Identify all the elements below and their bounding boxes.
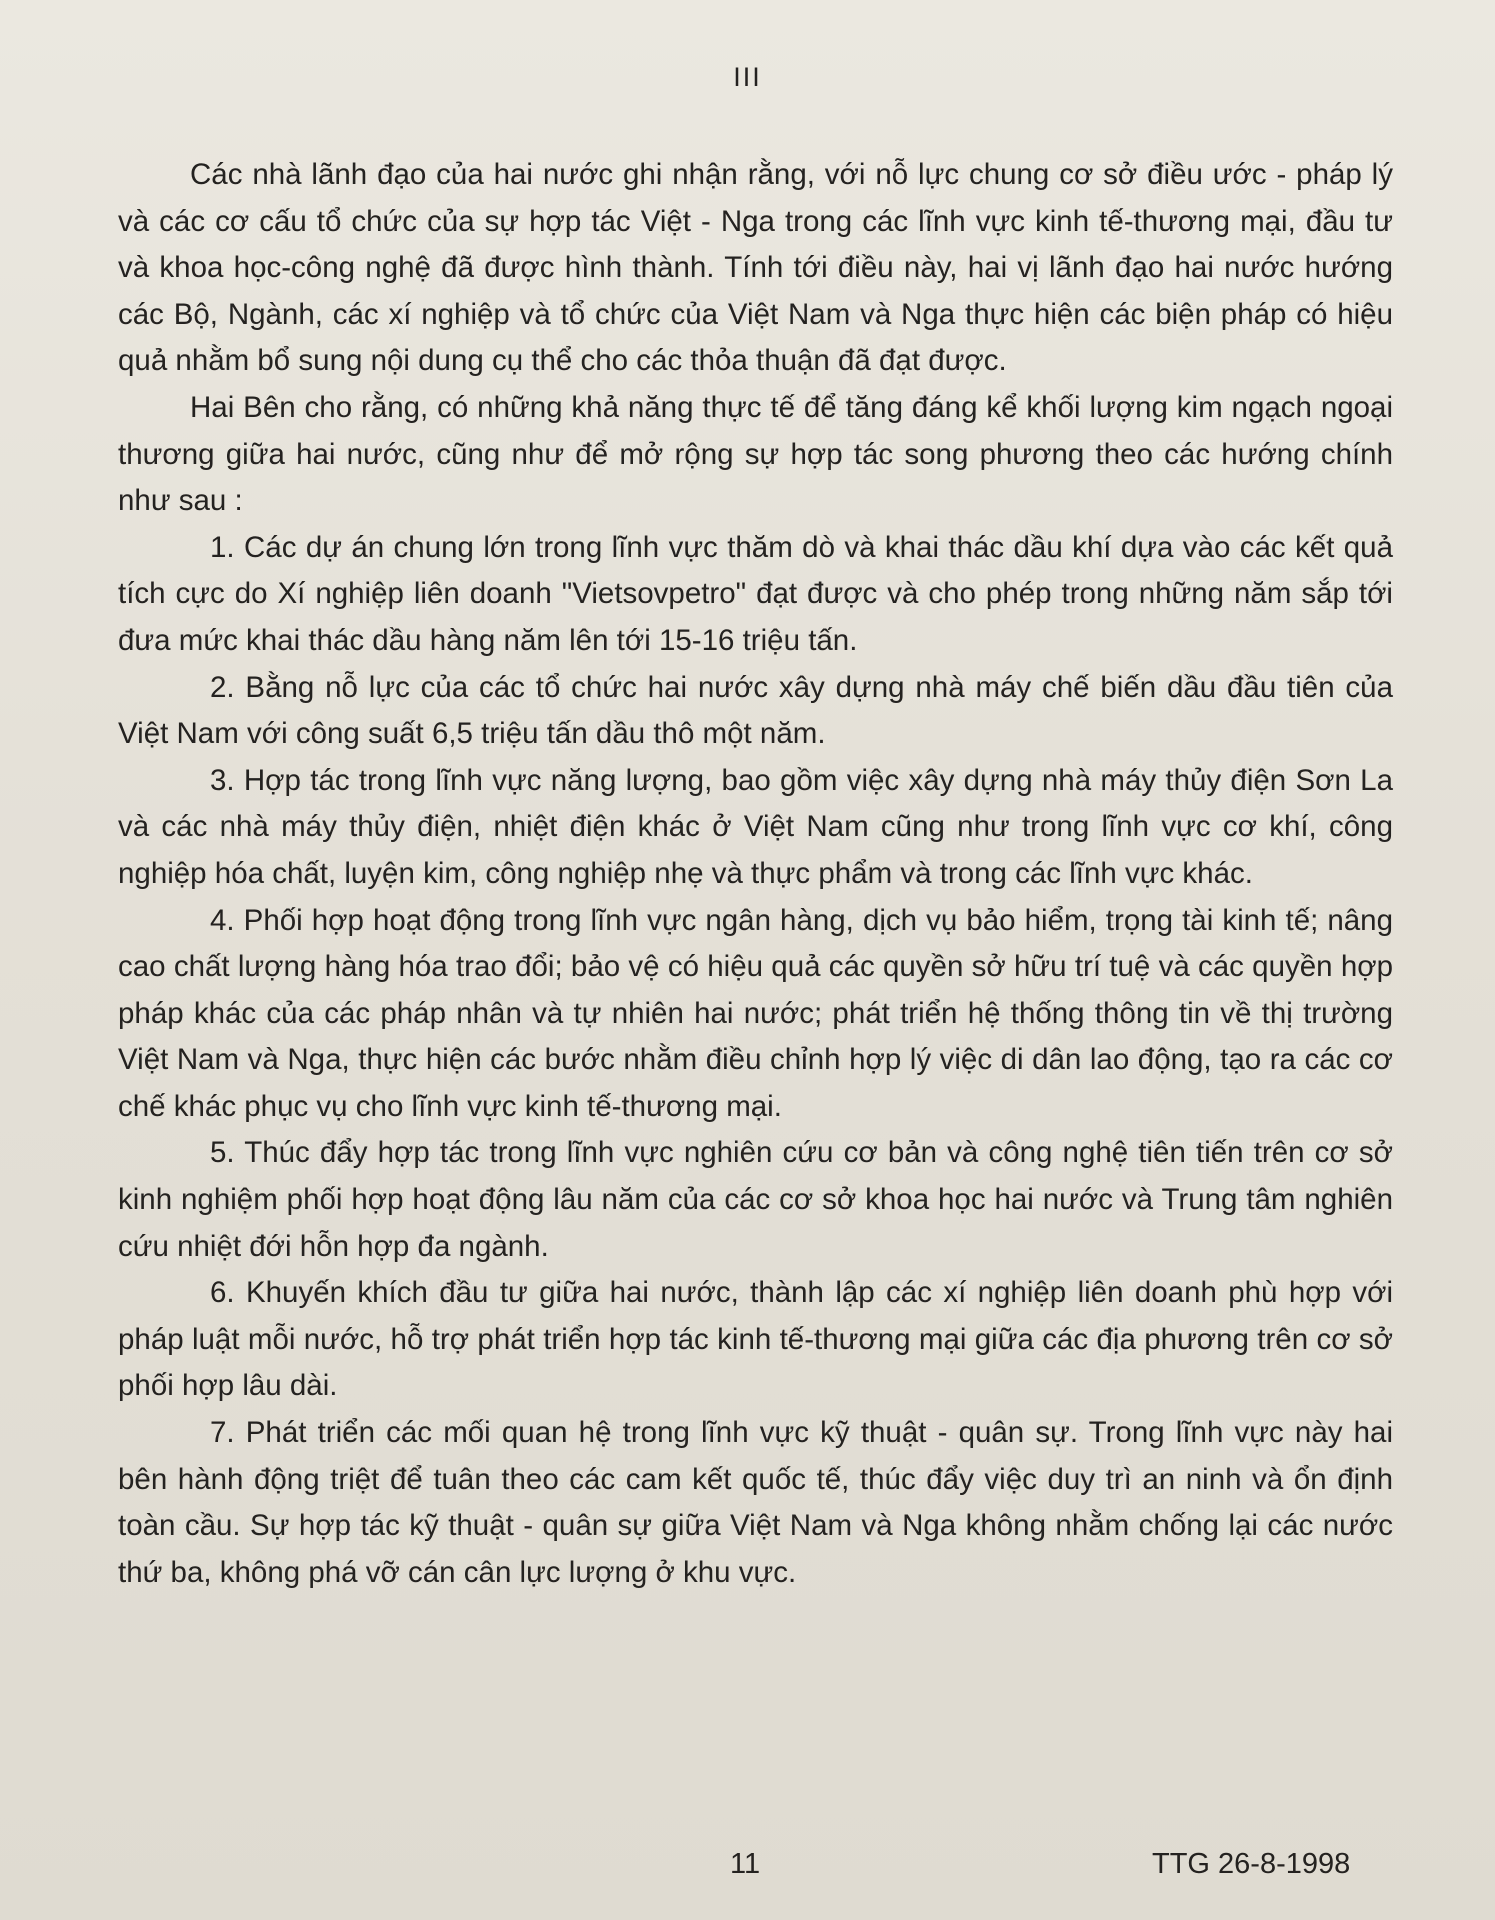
list-item-oil-gas: 1. Các dự án chung lớn trong lĩnh vực thăm dò và khai thác dầu khí dựa vào các kết quả tích cực do Xí nghiệp liên doanh "Vietsovpetro" đạt được và cho phép trong những năm sắp tới đưa mức khai thác dầu hàng năm lên tới 15-16 triệu tấn. <box>118 530 1393 657</box>
list-item-investment: 6. Khuyến khích đầu tư giữa hai nước, thành lập các xí nghiệp liên doanh phù hợp với pháp luật mỗi nước, hỗ trợ phát triển hợp tác kinh tế-thương mại giữa các địa phương trên cơ sở phối hợp lâu dài. <box>118 1276 1393 1403</box>
list-item-energy: 3. Hợp tác trong lĩnh vực năng lượng, bao gồm việc xây dựng nhà máy thủy điện Sơn La và các nhà máy thủy điện, nhiệt điện khác ở Việt Nam cũng như trong lĩnh vực cơ khí, công nghiệp hóa chất, luyện kim, công nghiệp nhẹ và thực phẩm và trong các lĩnh vực khác. <box>118 763 1393 890</box>
list-item-refinery: 2. Bằng nỗ lực của các tổ chức hai nước xây dựng nhà máy chế biến dầu đầu tiên của Việt Nam với công suất 6,5 triệu tấn dầu thô một năm. <box>118 670 1393 751</box>
page-number: 11 <box>730 1848 761 1880</box>
list-item-banking: 4. Phối hợp hoạt động trong lĩnh vực ngân hàng, dịch vụ bảo hiểm, trọng tài kinh tế; nâng cao chất lượng hàng hóa trao đổi; bảo vệ có hiệu quả các quyền sở hữu trí tuệ và các quyền hợp pháp khác của các pháp nhân và tự nhiên hai nước; phát triển hệ thống thông tin về thị trường Việt Nam và Nga, thực hiện các bước nhằm điều chỉnh hợp lý việc di dân lao động, tạo ra các cơ chế khác phục vụ cho lĩnh vực kinh tế-thương mại. <box>118 903 1393 1123</box>
section-number: III <box>733 62 762 92</box>
list-item-research: 5. Thúc đẩy hợp tác trong lĩnh vực nghiên cứu cơ bản và công nghệ tiên tiến trên cơ sở kinh nghiệm phối hợp hoạt động lâu năm của các cơ sở khoa học hai nước và Trung tâm nghiên cứu nhiệt đới hỗn hợp đa ngành. <box>118 1136 1393 1263</box>
document-code: TTG 26-8-1998 <box>1152 1848 1351 1880</box>
page-footer <box>0 1848 1495 1888</box>
document-body <box>118 152 1393 1596</box>
paragraph-directions-intro: Hai Bên cho rằng, có những khả năng thực tế để tăng đáng kể khối lượng kim ngạch ngoại thương giữa hai nước, cũng như để mở rộng sự hợp tác song phương theo các hướng chính như sau : <box>118 390 1393 518</box>
paragraph-leaders-note: Các nhà lãnh đạo của hai nước ghi nhận rằng, với nỗ lực chung cơ sở điều ước - pháp lý và các cơ cấu tổ chức của sự hợp tác Việt - Nga trong các lĩnh vực kinh tế-thương mại, đầu tư và khoa học-công nghệ đã được hình thành. Tính tới điều này, hai vị lãnh đạo hai nước hướng các Bộ, Ngành, các xí nghiệp và tổ chức của Việt Nam và Nga thực hiện các biện pháp có hiệu quả nhằm bổ sung nội dung cụ thể cho các thỏa thuận đã đạt được. <box>118 158 1393 378</box>
list-item-military-technical: 7. Phát triển các mối quan hệ trong lĩnh vực kỹ thuật - quân sự. Trong lĩnh vực này hai bên hành động triệt để tuân theo các cam kết quốc tế, thúc đẩy việc duy trì an ninh và ổn định toàn cầu. Sự hợp tác kỹ thuật - quân sự giữa Việt Nam và Nga không nhằm chống lại các nước thứ ba, không phá vỡ cán cân lực lượng ở khu vực. <box>118 1416 1393 1589</box>
